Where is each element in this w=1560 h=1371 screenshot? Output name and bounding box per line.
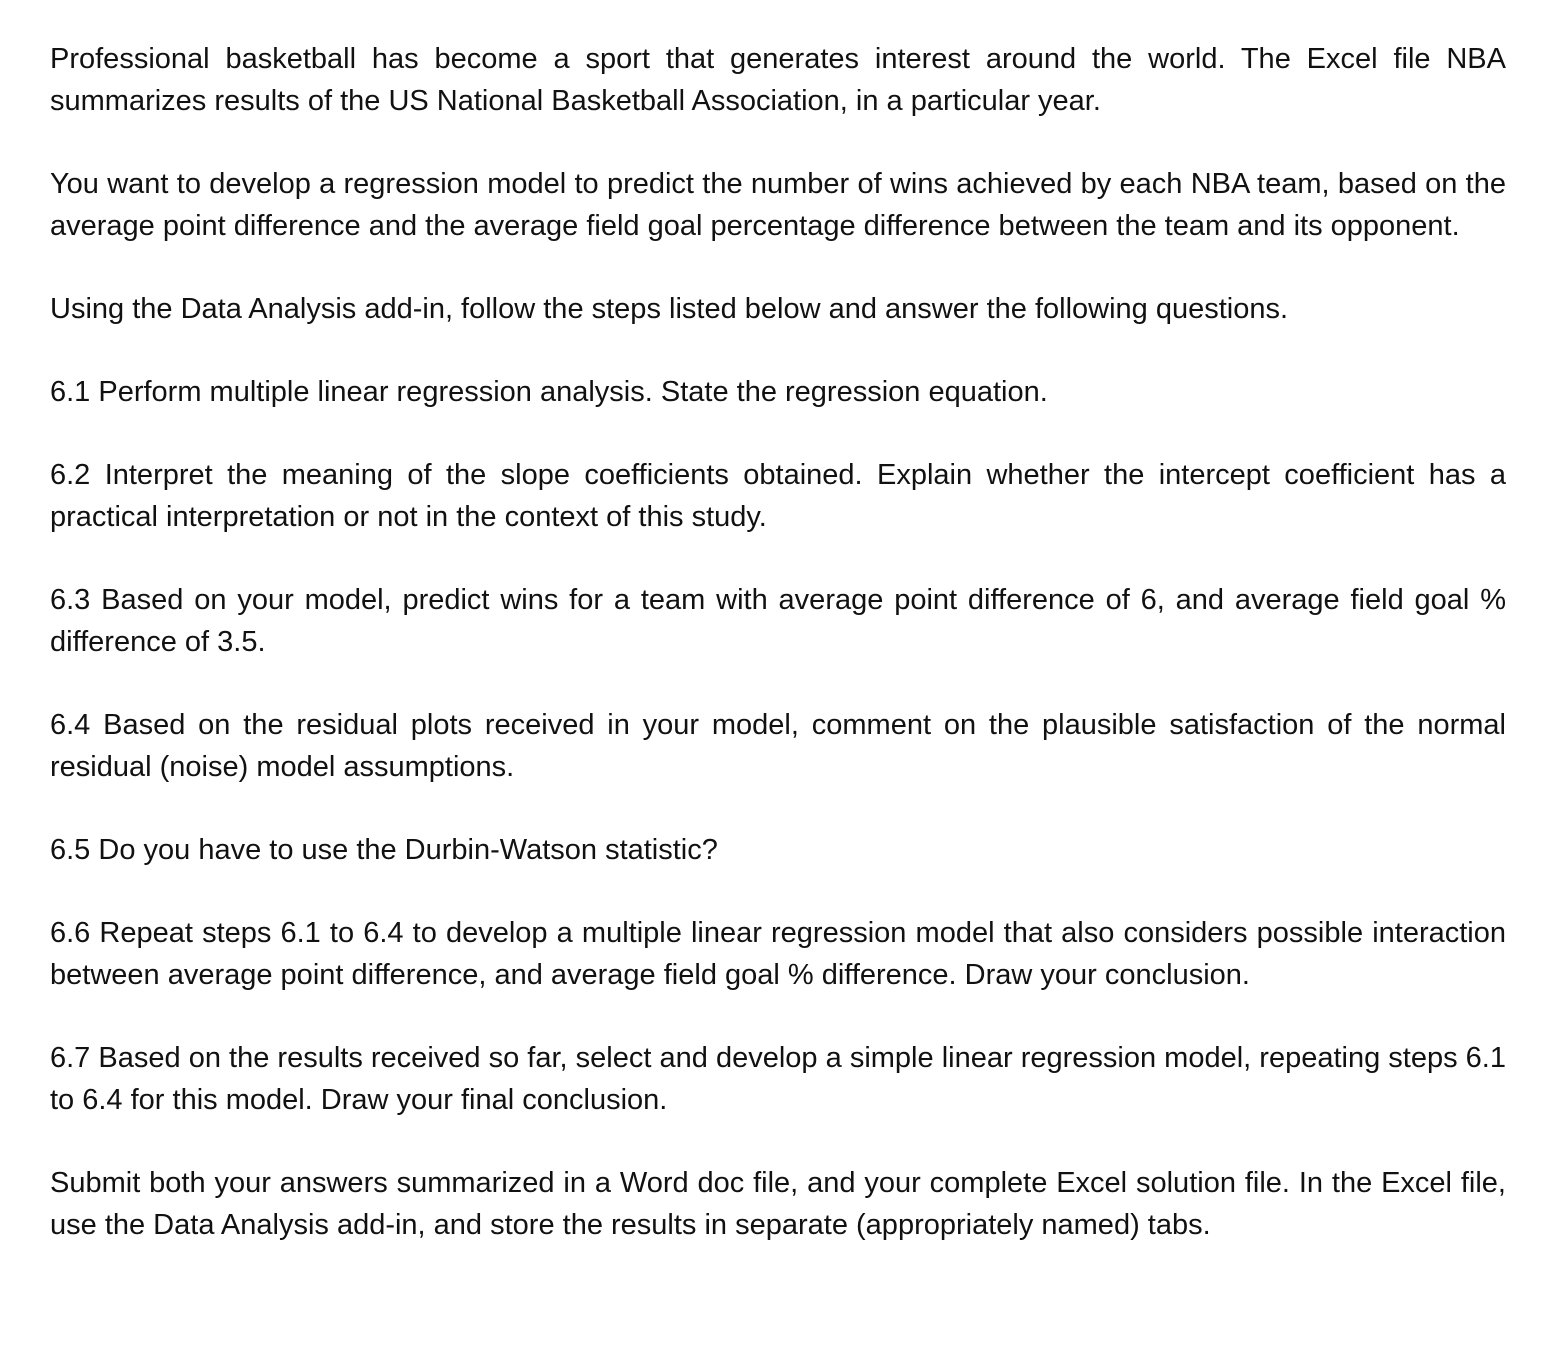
- question-6-4: 6.4 Based on the residual plots received in your model, comment on the plausible satisfaction of the normal residual (noise) model assumptions.: [50, 709, 1506, 783]
- instructions-paragraph: Using the Data Analysis add-in, follow the steps listed below and answer the following questions.: [50, 293, 1289, 325]
- assignment-document: [50, 38, 1506, 1246]
- goal-paragraph: You want to develop a regression model to predict the number of wins achieved by each NBA team, based on the average point difference and the average field goal percentage difference between the team and its opponent.: [50, 168, 1506, 242]
- question-6-2: 6.2 Interpret the meaning of the slope coefficients obtained. Explain whether the intercept coefficient has a practical interpretation or not in the context of this study.: [50, 459, 1506, 533]
- question-6-1: 6.1 Perform multiple linear regression analysis. State the regression equation.: [50, 376, 1048, 408]
- question-6-6: 6.6 Repeat steps 6.1 to 6.4 to develop a multiple linear regression model that also considers possible interaction between average point difference, and average field goal % difference. Draw your conclusion.: [50, 917, 1506, 991]
- question-6-5: 6.5 Do you have to use the Durbin-Watson statistic?: [50, 834, 718, 866]
- submission-paragraph: Submit both your answers summarized in a Word doc file, and your complete Excel solution file. In the Excel file, use the Data Analysis add-in, and store the results in separate (appropriately named) tabs.: [50, 1167, 1506, 1241]
- intro-paragraph: Professional basketball has become a sport that generates interest around the world. The Excel file NBA summarizes results of the US National Basketball Association, in a particular year.: [50, 43, 1506, 117]
- question-6-3: 6.3 Based on your model, predict wins for a team with average point difference of 6, and average field goal % difference of 3.5.: [50, 584, 1506, 658]
- question-6-7: 6.7 Based on the results received so far, select and develop a simple linear regression model, repeating steps 6.1 to 6.4 for this model. Draw your final conclusion.: [50, 1042, 1506, 1116]
